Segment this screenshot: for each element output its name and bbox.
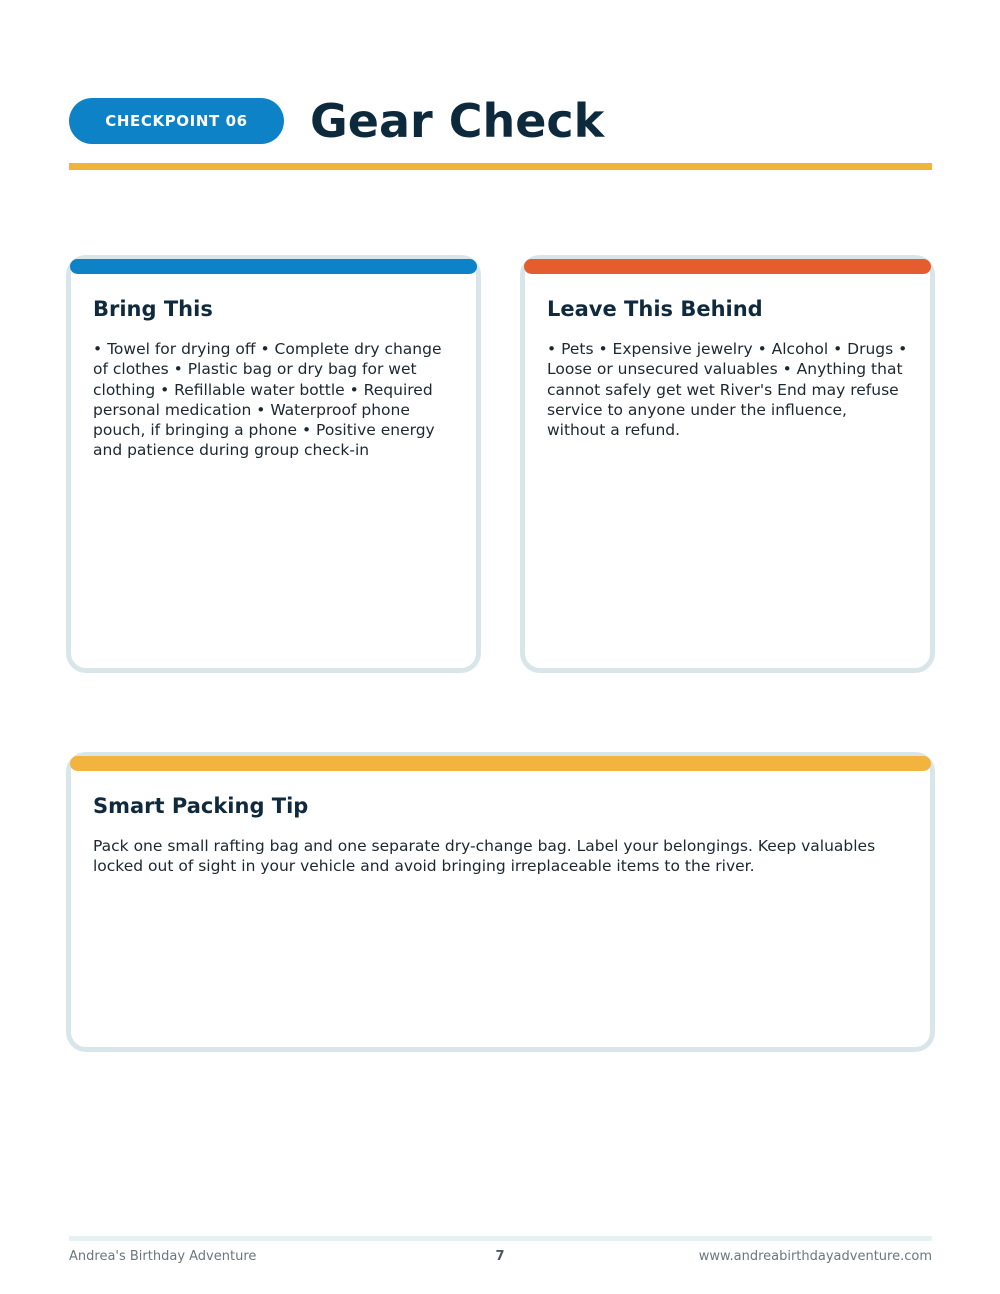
checkpoint-badge: CHECKPOINT 06 (69, 98, 284, 144)
page-title: Gear Check (310, 94, 605, 148)
page-number: 7 (495, 1249, 505, 1264)
card-title: Bring This (93, 297, 213, 321)
footer-site-name: Andrea's Birthday Adventure (69, 1249, 257, 1264)
smart-packing-tip-card (66, 752, 935, 1052)
card-body: • Towel for drying off • Complete dry change of clothes • Plastic bag or dry bag for wet clothing • Refillable water bottle • Required personal medication • Waterproof phone pouch, if bringing a phone • Positive energy and patience during group check-in (93, 340, 442, 460)
footer-divider (69, 1236, 932, 1241)
footer-website-url: www.andreabirthdayadventure.com (698, 1249, 932, 1264)
card-body: Pack one small rafting bag and one separate dry-change bag. Label your belongings. Keep valuables locked out of sight in your vehicle and avoid bringing irreplaceable items to the river. (93, 837, 876, 876)
page-header (69, 94, 932, 148)
card-accent-bar (524, 259, 931, 274)
card-body: • Pets • Expensive jewelry • Alcohol • Drugs • Loose or unsecured valuables • Anything that cannot safely get wet River's End may refuse service to anyone under the influence, without a refund. (547, 340, 908, 440)
leave-this-behind-card (520, 255, 935, 673)
bring-this-card (66, 255, 481, 673)
card-accent-bar (70, 756, 931, 771)
card-title: Smart Packing Tip (93, 794, 309, 818)
card-title: Leave This Behind (547, 297, 763, 321)
header-divider (69, 163, 932, 170)
card-accent-bar (70, 259, 477, 274)
